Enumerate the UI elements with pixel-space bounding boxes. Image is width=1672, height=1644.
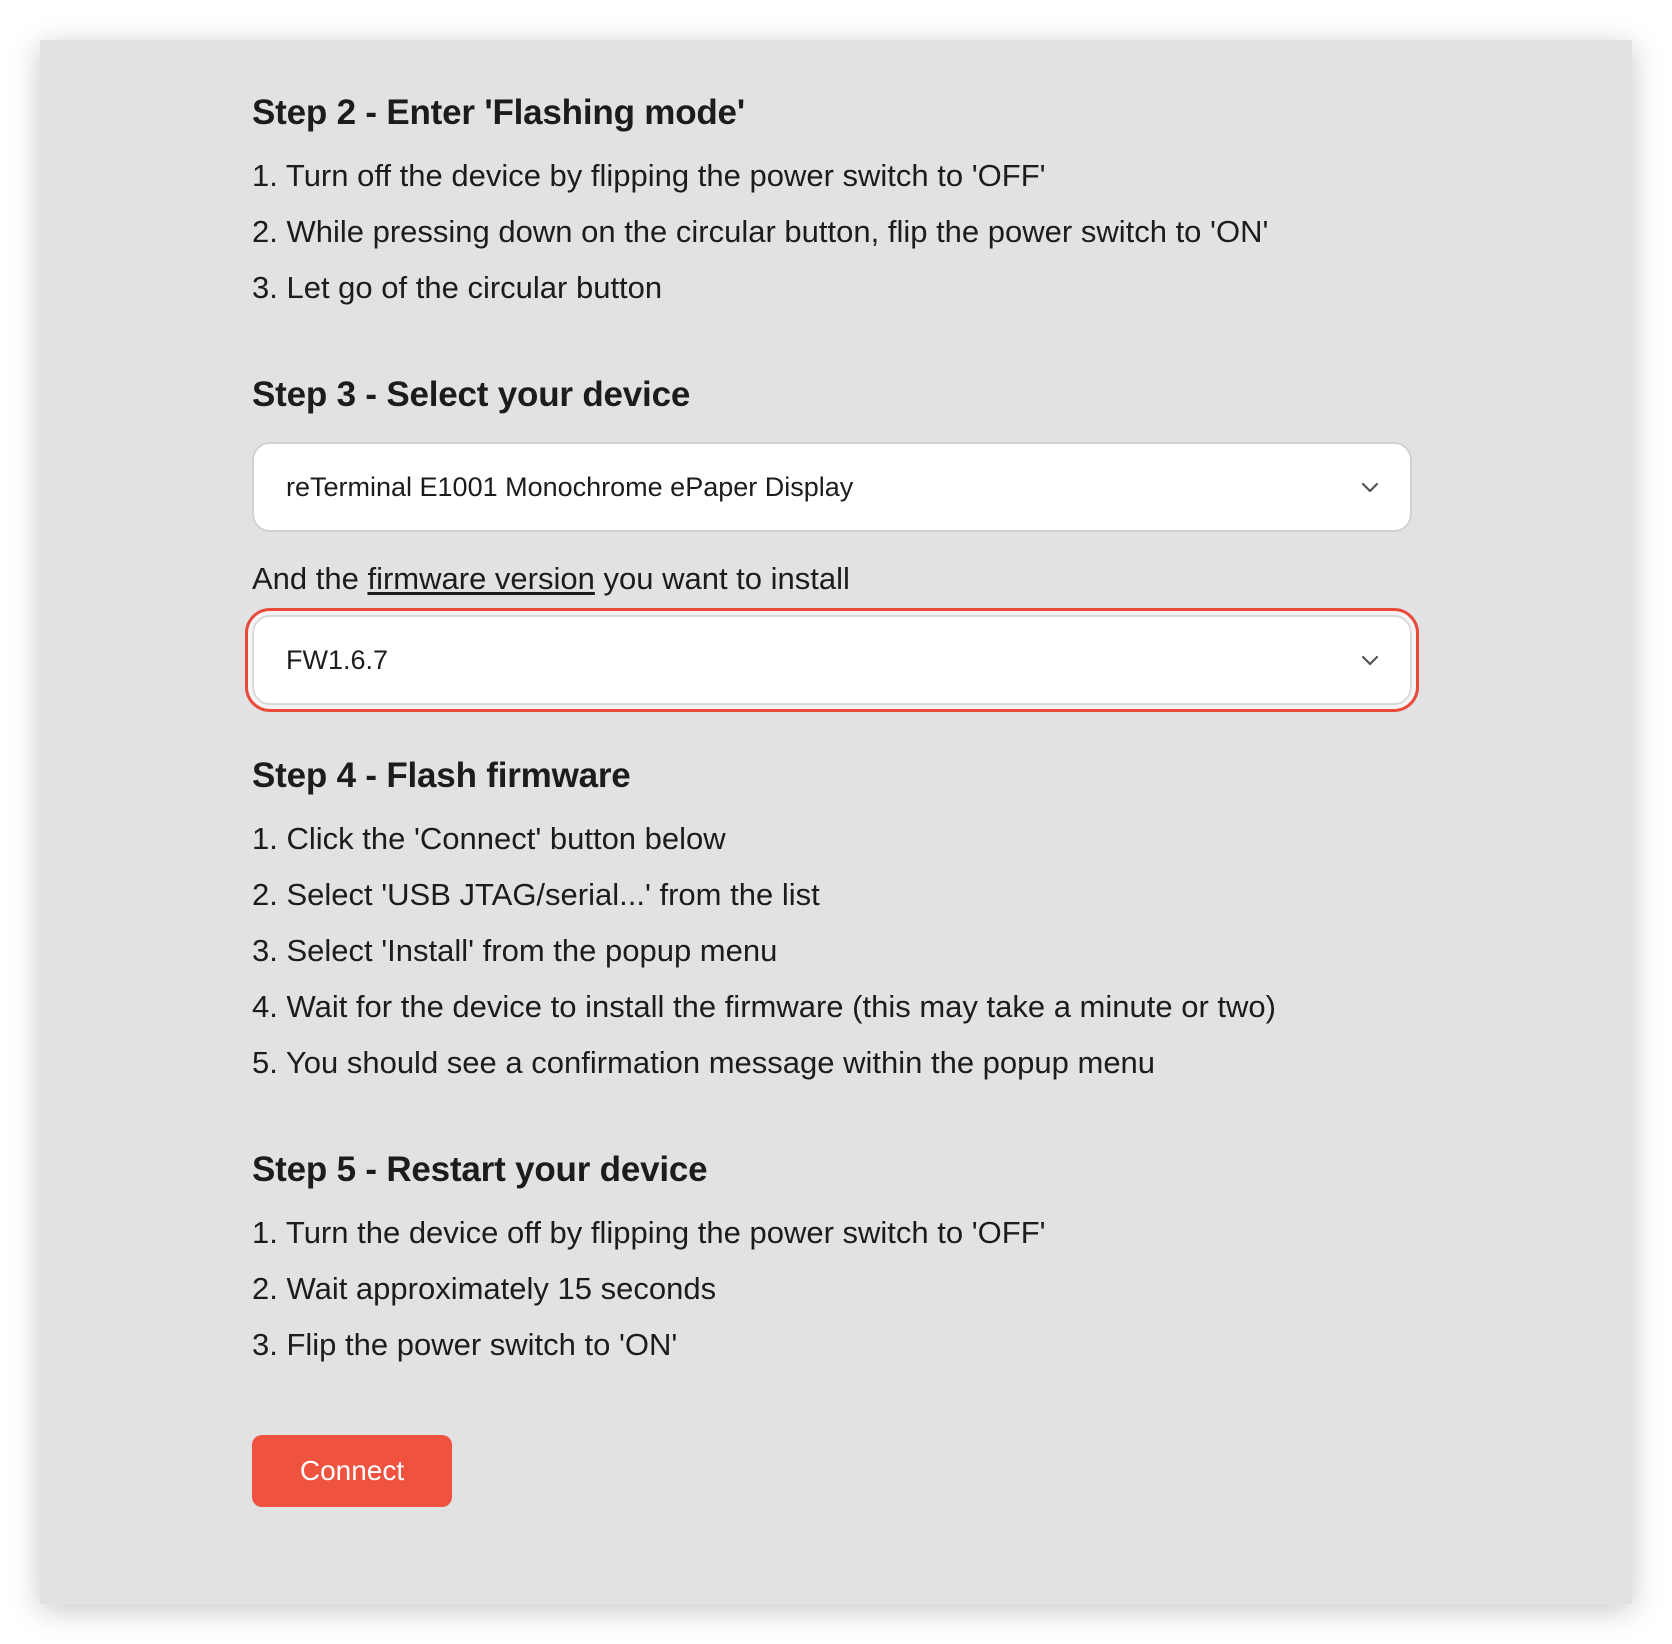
device-select[interactable] bbox=[252, 442, 1412, 532]
list-item: 5. You should see a confirmation message within the popup menu bbox=[252, 1045, 1156, 1081]
firmware-version-link[interactable]: firmware version bbox=[367, 561, 595, 596]
firmware-select[interactable] bbox=[252, 615, 1412, 705]
list-item: 2. Wait approximately 15 seconds bbox=[252, 1271, 717, 1307]
list-item: 3. Let go of the circular button bbox=[252, 270, 663, 305]
step-4-list bbox=[252, 811, 1412, 1091]
list-item: 1. Turn the device off by flipping the power switch to 'OFF' bbox=[252, 1215, 1046, 1251]
list-item: 2. Select 'USB JTAG/serial...' from the list bbox=[252, 877, 820, 913]
firmware-select-value: FW1.6.7 bbox=[286, 644, 389, 675]
instructions-content bbox=[252, 92, 1412, 1507]
step-5-title: Step 5 - Restart your device bbox=[252, 1150, 708, 1190]
firmware-label-prefix: And the bbox=[252, 561, 368, 596]
chevron-down-icon bbox=[1358, 648, 1382, 672]
list-item: 4. Wait for the device to install the firmware (this may take a minute or two) bbox=[252, 989, 1276, 1025]
connect-button[interactable]: Connect bbox=[252, 1435, 452, 1507]
firmware-label bbox=[252, 560, 1412, 597]
step-5-section bbox=[252, 1149, 1412, 1373]
step-5-list bbox=[252, 1205, 1412, 1373]
list-item: 1. Turn off the device by flipping the power switch to 'OFF' bbox=[252, 158, 1046, 193]
list-item: 3. Flip the power switch to 'ON' bbox=[252, 1327, 678, 1363]
list-item: 2. While pressing down on the circular button, flip the power switch to 'ON' bbox=[252, 214, 1269, 249]
step-4-section bbox=[252, 755, 1412, 1091]
instructions-panel bbox=[40, 40, 1632, 1604]
device-select-value: reTerminal E1001 Monochrome ePaper Display bbox=[286, 471, 854, 502]
step-3-title: Step 3 - Select your device bbox=[252, 375, 691, 414]
list-item: 1. Click the 'Connect' button below bbox=[252, 821, 726, 857]
step-3-section bbox=[252, 374, 1412, 705]
firmware-label-suffix: you want to install bbox=[594, 561, 850, 596]
list-item: 3. Select 'Install' from the popup menu bbox=[252, 933, 778, 969]
step-4-title: Step 4 - Flash firmware bbox=[252, 756, 631, 796]
step-2-section bbox=[252, 92, 1412, 316]
step-2-list bbox=[252, 148, 1412, 316]
chevron-down-icon bbox=[1358, 475, 1382, 499]
step-2-title: Step 2 - Enter 'Flashing mode' bbox=[252, 93, 745, 132]
